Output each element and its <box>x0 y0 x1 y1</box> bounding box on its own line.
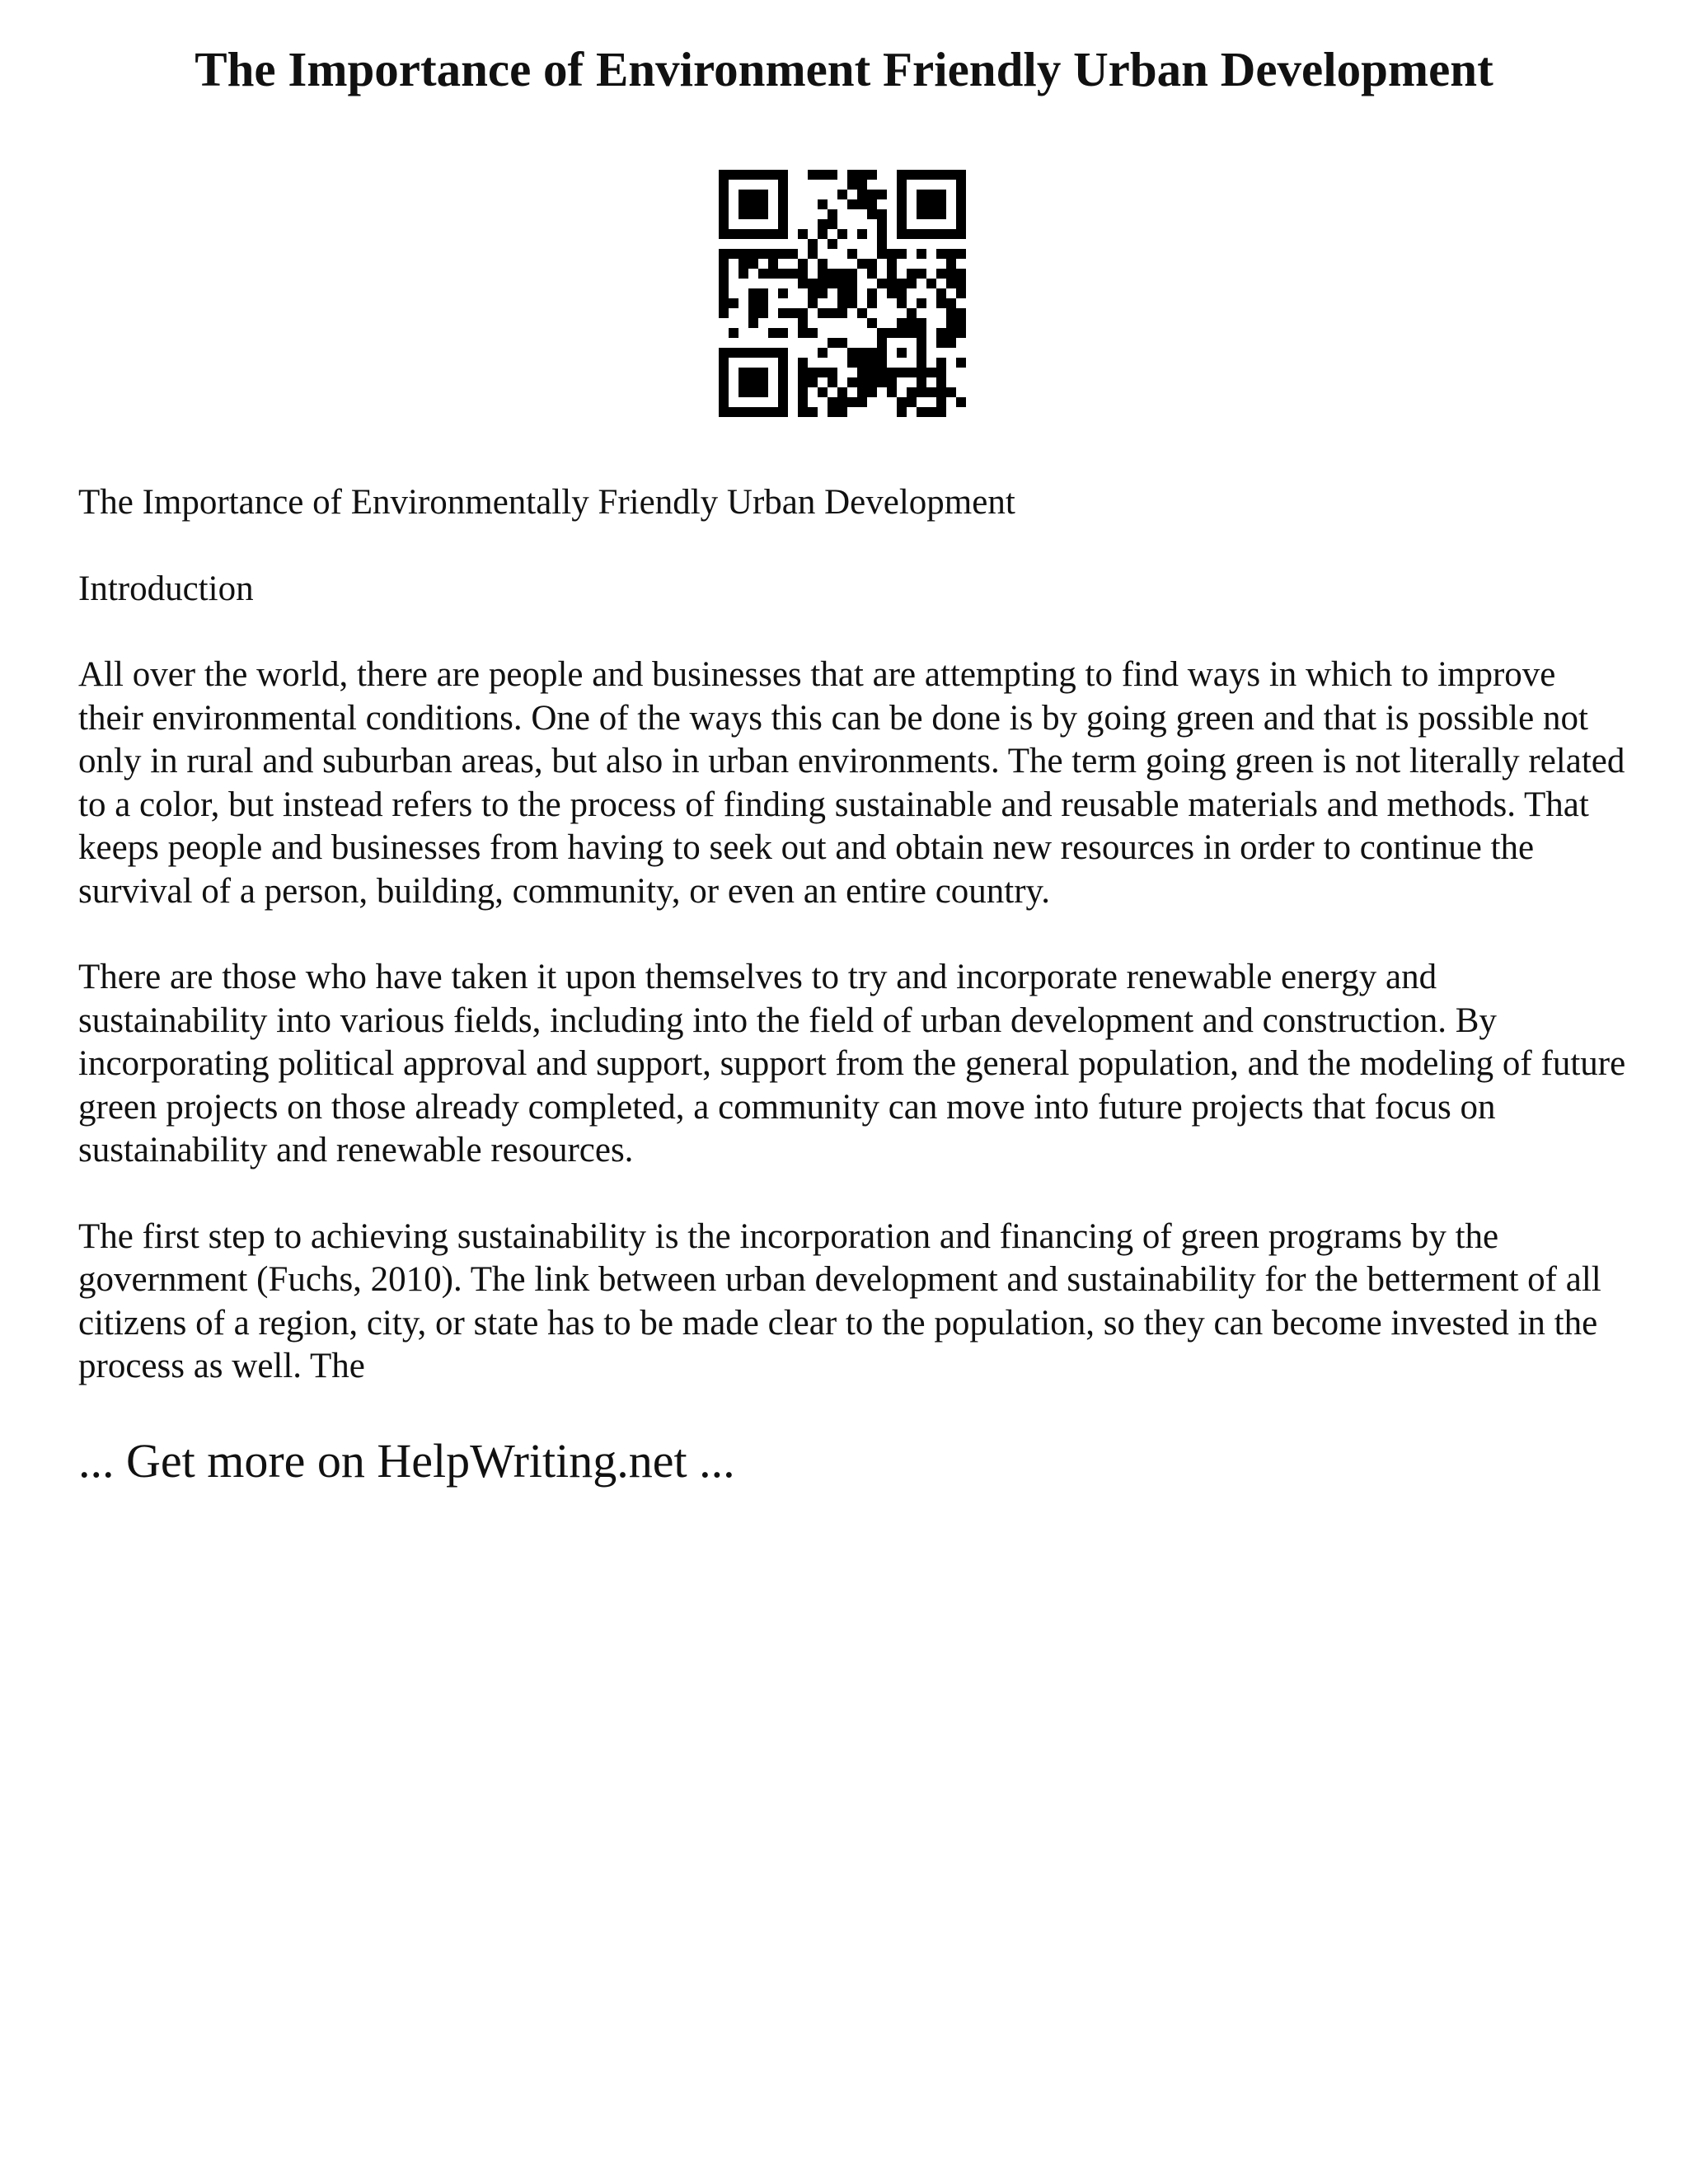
paragraph-3: The first step to achieving sustainability is the incorporation and financing of green programs by the government (Fuchs, 2010). The link between urban development and sustainability for the betterment of all citizens of a region, city, or state has to be made clear to the population, so they can become invested in the process as well. The <box>78 1216 1601 1385</box>
document-title: The Importance of Environment Friendly Urban Development <box>195 42 1493 96</box>
paragraph-1: All over the world, there are people and businesses that are attempting to find ways in which to improve their environmental conditions. One of the ways this can be done is by going green and that is possible not only in rural and suburban areas, but also in urban environments. The term going green is not literally related to a color, but instead refers to the process of finding sustainable and reusable materials and methods. That keeps people and businesses from having to seek out and obtain new resources in order to continue the survival of a person, building, community, or even an entire country. <box>78 655 1625 911</box>
qr-code-image <box>719 170 966 417</box>
get-more-link[interactable]: ... Get more on HelpWriting.net ... <box>78 1433 735 1488</box>
qr-code[interactable] <box>719 170 966 417</box>
paragraph-2: There are those who have taken it upon themselves to try and incorporate renewable energy and sustainability into various fields, including into the field of urban development and construction. By incorporating political approval and support, support from the general population, and the modeling of future green projects on those already completed, a community can move into future projects that focus on sustainability and renewable resources. <box>78 958 1626 1169</box>
document-body <box>78 481 1628 1491</box>
section-heading: Introduction <box>78 569 254 608</box>
document-subtitle: The Importance of Environmentally Friendly Urban Development <box>78 483 1015 522</box>
